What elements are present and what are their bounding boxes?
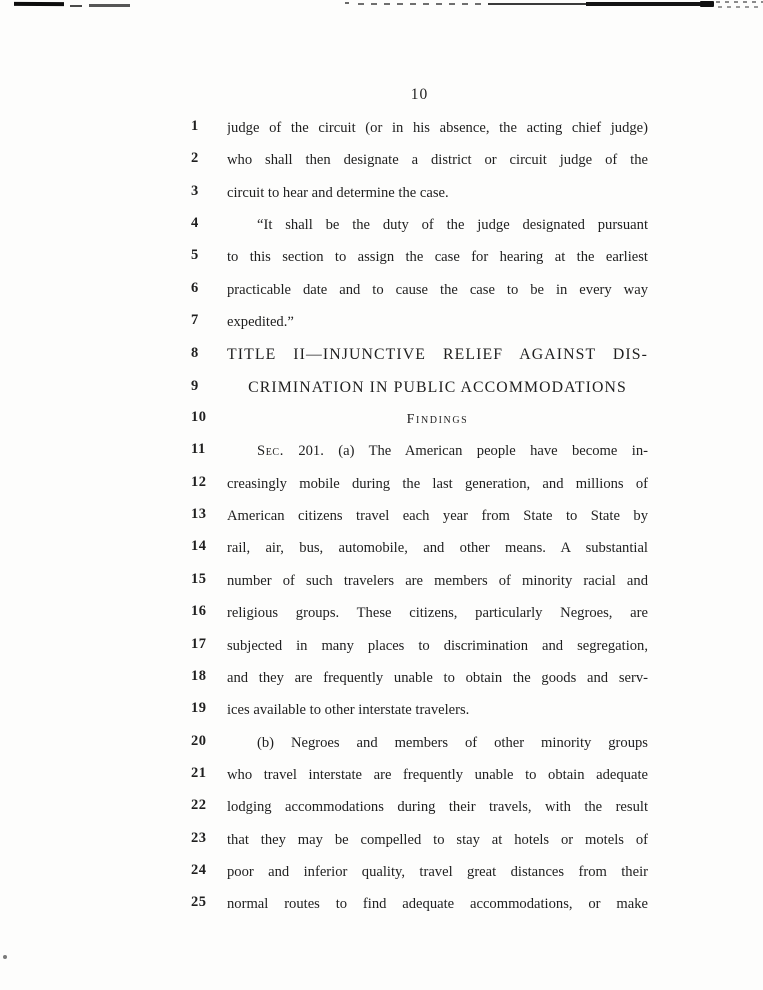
line-number: 6	[191, 279, 199, 296]
line-number: 24	[191, 861, 207, 878]
document-line	[191, 667, 648, 702]
line-text: to this section to assign the case for hearing at the earliest	[227, 249, 648, 266]
document-line	[191, 314, 648, 346]
line-number: 15	[191, 570, 207, 587]
line-text: circuit to hear and determine the case.	[227, 184, 449, 201]
document-line	[191, 279, 648, 314]
document-line	[191, 152, 648, 184]
scan-artifact	[70, 5, 82, 7]
document-line	[191, 346, 648, 378]
document-line	[191, 829, 648, 864]
scan-artifact	[3, 955, 7, 959]
line-number: 2	[191, 150, 199, 167]
line-text: religious groups. These citizens, particularly Negroes, are	[227, 605, 648, 622]
line-text: rail, air, bus, automobile, and other means. A substantial	[227, 540, 648, 557]
line-number: 14	[191, 538, 207, 555]
document-line	[191, 896, 648, 928]
line-text: lodging accommodations during their travels, with the result	[227, 799, 648, 816]
line-number: 25	[191, 894, 207, 911]
line-number: 20	[191, 732, 207, 749]
line-number: 21	[191, 764, 207, 781]
line-text: expedited.”	[227, 314, 294, 331]
line-text-rest: 201. (a) The American people have become in-	[283, 443, 648, 460]
line-number: 16	[191, 603, 207, 620]
scan-artifact	[488, 3, 588, 5]
line-number: 23	[191, 829, 207, 846]
line-text: and they are frequently unable to obtain the goods and serv-	[227, 669, 648, 686]
title-line: TITLE II—INJUNCTIVE RELIEF AGAINST DIS-	[227, 346, 648, 364]
line-text: practicable date and to cause the case to be in every way	[227, 281, 648, 298]
line-text: “It shall be the duty of the judge designated pursuant	[257, 217, 648, 234]
scan-artifact	[358, 3, 490, 5]
line-number: 11	[191, 441, 206, 458]
line-number: 13	[191, 506, 207, 523]
line-text: judge of the circuit (or in his absence, the acting chief judge)	[227, 120, 648, 136]
scan-artifact	[718, 6, 763, 8]
line-number: 4	[191, 215, 199, 232]
line-number: 7	[191, 312, 199, 329]
document-line	[191, 443, 648, 475]
document-line	[191, 861, 648, 896]
title-line: CRIMINATION IN PUBLIC ACCOMMODATIONS	[248, 378, 627, 396]
line-text: normal routes to find adequate accommodations, or make	[227, 896, 648, 913]
document-line	[191, 379, 648, 411]
line-number: 3	[191, 182, 199, 199]
line-text: ices available to other interstate travelers.	[227, 702, 470, 719]
section-label: Sec.	[257, 443, 284, 460]
line-text: subjected in many places to discrimination and segregation,	[227, 637, 648, 654]
line-text: who shall then designate a district or circuit judge of the	[227, 152, 648, 169]
scan-artifact	[700, 1, 714, 7]
line-text: American citizens travel each year from State to State by	[227, 508, 648, 525]
scan-artifact	[586, 2, 706, 6]
document-line	[191, 799, 648, 831]
document-line	[191, 702, 648, 734]
document-line	[191, 508, 648, 540]
document-line	[191, 217, 648, 249]
line-text: poor and inferior quality, travel great distances from their	[227, 863, 648, 880]
document-line	[191, 473, 648, 508]
line-number: 18	[191, 667, 207, 684]
line-number: 5	[191, 247, 199, 264]
section-heading: Findings	[406, 412, 469, 428]
scan-artifact	[14, 2, 64, 6]
line-number: 8	[191, 345, 199, 362]
line-number: 22	[191, 797, 207, 814]
page-number: 10	[410, 86, 429, 103]
line-number: 17	[191, 635, 207, 652]
document-line	[191, 182, 648, 217]
document-line	[191, 570, 648, 605]
scan-artifact	[89, 4, 130, 7]
document-line	[191, 120, 648, 152]
line-text: creasingly mobile during the last generation, and millions of	[227, 475, 648, 492]
document-line	[191, 605, 648, 637]
scan-artifact	[716, 1, 763, 3]
line-number: 9	[191, 377, 199, 394]
line-number: 19	[191, 700, 207, 717]
document-line	[191, 411, 648, 443]
scan-artifact	[345, 2, 349, 4]
document-line	[191, 764, 648, 799]
document-line	[191, 732, 648, 767]
line-text	[227, 443, 648, 460]
line-text: (b) Negroes and members of other minority groups	[257, 734, 648, 751]
line-text: who travel interstate are frequently unable to obtain adequate	[227, 766, 648, 783]
line-text: that they may be compelled to stay at hotels or motels of	[227, 831, 648, 848]
line-number: 1	[191, 118, 199, 134]
line-text: number of such travelers are members of minority racial and	[227, 572, 648, 589]
line-number: 10	[191, 409, 207, 426]
document-line	[191, 249, 648, 281]
line-number: 12	[191, 473, 207, 490]
document-line	[191, 540, 648, 572]
document-line	[191, 635, 648, 670]
document-body	[191, 120, 648, 929]
